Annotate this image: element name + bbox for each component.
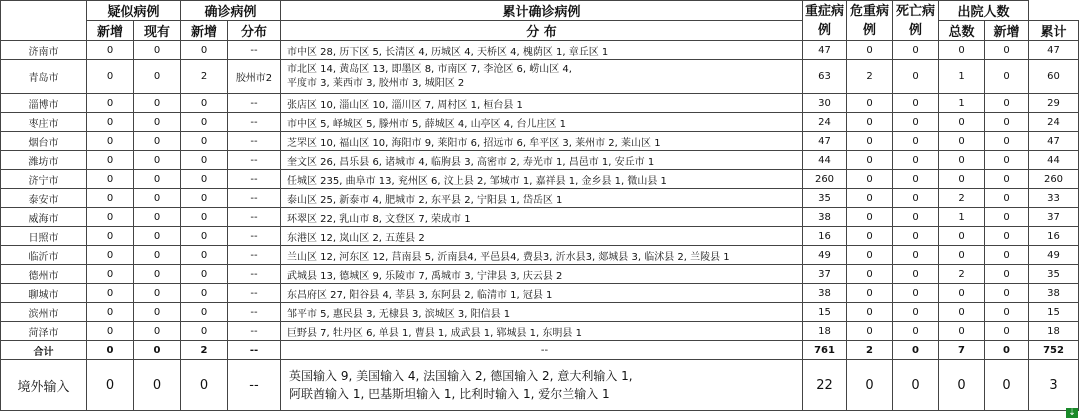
severe-cell: 0 [847,322,893,341]
header-row-1 [1,1,1079,21]
header-suspected-new: 新增 [87,21,134,41]
death-cell: 0 [939,284,985,303]
confirmed-new-cell: 2 [181,341,228,360]
critical-cell: 0 [893,284,939,303]
suspected-current-cell: 0 [134,151,181,170]
suspected-current-cell: 0 [134,113,181,132]
table-row [1,60,1079,94]
discharged-total-cell: 60 [1029,60,1079,94]
severe-cell: 0 [847,132,893,151]
discharged-new-cell: 0 [985,170,1029,189]
death-cell: 7 [939,341,985,360]
distribution-cell [281,360,803,411]
death-cell: 0 [939,41,985,60]
table-row [1,132,1079,151]
table-row [1,341,1079,360]
discharged-new-cell: 0 [985,132,1029,151]
death-cell: 0 [939,360,985,411]
header-critical: 危重病例 [847,1,893,41]
scroll-down-icon[interactable]: ⇣ [1066,408,1078,418]
city-cell: 滨州市 [1,303,87,322]
distribution-cell: 环翠区 22, 乳山市 8, 文登区 7, 荣成市 1 [281,208,803,227]
distribution-cell: 东港区 12, 岚山区 2, 五莲县 2 [281,227,803,246]
critical-cell: 0 [893,189,939,208]
suspected-current-cell: 0 [134,41,181,60]
distribution-cell: 市中区 5, 峄城区 5, 滕州市 5, 薛城区 4, 山亭区 4, 台儿庄区 1 [281,113,803,132]
confirmed-dist-cell: -- [228,189,281,208]
confirmed-new-cell: 0 [181,208,228,227]
confirmed-new-cell: 0 [181,322,228,341]
suspected-new-cell: 0 [87,60,134,94]
suspected-new-cell: 0 [87,227,134,246]
confirmed-new-cell: 0 [181,246,228,265]
confirmed-new-cell: 0 [181,284,228,303]
discharged-total-cell: 16 [1029,227,1079,246]
suspected-new-cell: 0 [87,94,134,113]
header-suspected-current: 现有 [134,21,181,41]
discharged-new-cell: 0 [985,208,1029,227]
discharged-new-cell: 0 [985,60,1029,94]
severe-cell: 0 [847,246,893,265]
critical-cell: 0 [893,94,939,113]
confirmed-new-cell: 0 [181,227,228,246]
discharged-new-cell: 0 [985,227,1029,246]
table-row [1,170,1079,189]
suspected-new-cell: 0 [87,284,134,303]
discharged-total-cell: 33 [1029,189,1079,208]
confirmed-dist-cell: -- [228,151,281,170]
discharged-new-cell: 0 [985,189,1029,208]
city-cell: 泰安市 [1,189,87,208]
severe-cell: 0 [847,303,893,322]
distribution-cell: 张店区 10, 淄山区 10, 淄川区 7, 周村区 1, 桓台县 1 [281,94,803,113]
death-cell: 0 [939,227,985,246]
suspected-new-cell: 0 [87,303,134,322]
table-row [1,360,1079,411]
discharged-new-cell: 0 [985,341,1029,360]
suspected-current-cell: 0 [134,94,181,113]
suspected-new-cell: 0 [87,41,134,60]
suspected-new-cell: 0 [87,132,134,151]
distribution-cell: 东昌府区 27, 阳谷县 4, 莘县 3, 东阿县 2, 临清市 1, 冠县 1 [281,284,803,303]
table-row [1,322,1079,341]
severe-cell: 0 [847,94,893,113]
discharged-new-cell: 0 [985,41,1029,60]
critical-cell: 0 [893,208,939,227]
table-row [1,94,1079,113]
discharged-new-cell: 0 [985,151,1029,170]
critical-cell: 0 [893,170,939,189]
critical-cell: 0 [893,246,939,265]
severe-cell: 0 [847,170,893,189]
confirmed-dist-cell: 胶州市2 [228,60,281,94]
table-row [1,151,1079,170]
total-cell: 63 [803,60,847,94]
discharged-new-cell: 0 [985,265,1029,284]
death-cell: 0 [939,132,985,151]
discharged-new-cell: 0 [985,284,1029,303]
suspected-current-cell: 0 [134,208,181,227]
suspected-current-cell: 0 [134,132,181,151]
header-confirmed-new: 新增 [181,21,228,41]
confirmed-dist-cell: -- [228,322,281,341]
city-cell: 德州市 [1,265,87,284]
critical-cell: 0 [893,41,939,60]
confirmed-new-cell: 0 [181,151,228,170]
city-cell: 境外输入 [1,360,87,411]
suspected-new-cell: 0 [87,113,134,132]
discharged-total-cell: 752 [1029,341,1079,360]
discharged-total-cell: 44 [1029,151,1079,170]
discharged-total-cell: 15 [1029,303,1079,322]
critical-cell: 0 [893,132,939,151]
confirmed-dist-cell: -- [228,132,281,151]
critical-cell: 0 [893,322,939,341]
header-death: 死亡病例 [893,1,939,41]
distribution-cell: 泰山区 25, 新泰市 4, 肥城市 2, 东平县 2, 宁阳县 1, 岱岳区 1 [281,189,803,208]
table-row [1,265,1079,284]
death-cell: 0 [939,170,985,189]
suspected-current-cell: 0 [134,60,181,94]
total-cell: 44 [803,151,847,170]
death-cell: 1 [939,94,985,113]
city-cell: 日照市 [1,227,87,246]
confirmed-new-cell: 0 [181,360,228,411]
death-cell: 2 [939,189,985,208]
discharged-total-cell: 37 [1029,208,1079,227]
header-cumulative: 累计确诊病例 [281,1,803,21]
confirmed-new-cell: 0 [181,303,228,322]
city-cell: 聊城市 [1,284,87,303]
confirmed-new-cell: 2 [181,60,228,94]
distribution-line-2: 阿联酋输入 1, 巴基斯坦输入 1, 比利时输入 1, 爱尔兰输入 1 [289,387,610,401]
discharged-total-cell: 49 [1029,246,1079,265]
severe-cell: 0 [847,41,893,60]
confirmed-dist-cell: -- [228,208,281,227]
suspected-current-cell: 0 [134,341,181,360]
city-cell: 济宁市 [1,170,87,189]
confirmed-dist-cell: -- [228,360,281,411]
total-cell: 47 [803,132,847,151]
city-cell: 潍坊市 [1,151,87,170]
confirmed-new-cell: 0 [181,132,228,151]
total-cell: 47 [803,41,847,60]
confirmed-dist-cell: -- [228,227,281,246]
total-cell: 30 [803,94,847,113]
death-cell: 0 [939,246,985,265]
death-cell: 0 [939,113,985,132]
header-confirmed: 确诊病例 [181,1,281,21]
critical-cell: 0 [893,265,939,284]
suspected-current-cell: 0 [134,265,181,284]
confirmed-new-cell: 0 [181,94,228,113]
table-row [1,41,1079,60]
distribution-line-1: 市北区 14, 黄岛区 13, 即墨区 8, 市南区 7, 李沧区 6, 崂山区 4, [287,63,572,75]
city-cell: 青岛市 [1,60,87,94]
critical-cell: 0 [893,360,939,411]
death-cell: 0 [939,151,985,170]
city-cell: 合计 [1,341,87,360]
severe-cell: 0 [847,189,893,208]
total-cell: 260 [803,170,847,189]
discharged-total-cell: 29 [1029,94,1079,113]
discharged-new-cell: 0 [985,360,1029,411]
distribution-cell: 奎文区 26, 昌乐县 6, 诸城市 4, 临朐县 3, 高密市 2, 寿光市 1, 昌邑市 1, 安丘市 1 [281,151,803,170]
discharged-new-cell: 0 [985,113,1029,132]
severe-cell: 0 [847,151,893,170]
confirmed-new-cell: 0 [181,113,228,132]
table-row [1,113,1079,132]
critical-cell: 0 [893,303,939,322]
total-cell: 35 [803,189,847,208]
distribution-line-2: 平度市 3, 莱西市 3, 胶州市 3, 城阳区 2 [287,77,465,89]
severe-cell: 2 [847,341,893,360]
severe-cell: 0 [847,113,893,132]
discharged-new-cell: 0 [985,246,1029,265]
suspected-current-cell: 0 [134,284,181,303]
confirmed-dist-cell: -- [228,94,281,113]
severe-cell: 2 [847,60,893,94]
table-row [1,246,1079,265]
table-row [1,227,1079,246]
total-cell: 22 [803,360,847,411]
total-cell: 761 [803,341,847,360]
header-suspected: 疑似病例 [87,1,181,21]
discharged-new-cell: 0 [985,303,1029,322]
confirmed-dist-cell: -- [228,341,281,360]
city-cell: 威海市 [1,208,87,227]
suspected-current-cell: 0 [134,322,181,341]
total-cell: 15 [803,303,847,322]
death-cell: 1 [939,208,985,227]
total-cell: 38 [803,208,847,227]
death-cell: 2 [939,265,985,284]
total-cell: 37 [803,265,847,284]
severe-cell: 0 [847,227,893,246]
confirmed-dist-cell: -- [228,41,281,60]
header-distribution: 分 布 [281,21,803,41]
suspected-new-cell: 0 [87,151,134,170]
discharged-total-cell: 35 [1029,265,1079,284]
city-cell: 菏泽市 [1,322,87,341]
distribution-cell: 巨野县 7, 牡丹区 6, 单县 1, 曹县 1, 成武县 1, 郓城县 1, 东明县 1 [281,322,803,341]
total-cell: 18 [803,322,847,341]
confirmed-dist-cell: -- [228,265,281,284]
table-row [1,208,1079,227]
discharged-total-cell: 3 [1029,360,1079,411]
confirmed-dist-cell: -- [228,113,281,132]
suspected-current-cell: 0 [134,170,181,189]
distribution-cell: 芝罘区 10, 福山区 10, 海阳市 9, 莱阳市 6, 招远市 6, 牟平区 3, 莱州市 2, 莱山区 1 [281,132,803,151]
header-confirmed-dist: 分布 [228,21,281,41]
confirmed-dist-cell: -- [228,284,281,303]
suspected-current-cell: 0 [134,246,181,265]
discharged-total-cell: 18 [1029,322,1079,341]
suspected-new-cell: 0 [87,341,134,360]
distribution-cell: 邹平市 5, 惠民县 3, 无棣县 3, 滨城区 3, 阳信县 1 [281,303,803,322]
distribution-cell: 兰山区 12, 河东区 12, 莒南县 5, 沂南县4, 平邑县4, 费县3, 沂水县3, 郯城县 3, 临沭县 2, 兰陵县 1 [281,246,803,265]
suspected-new-cell: 0 [87,360,134,411]
table-row [1,284,1079,303]
suspected-new-cell: 0 [87,189,134,208]
header-severe: 重症病例 [803,1,847,41]
total-cell: 38 [803,284,847,303]
confirmed-new-cell: 0 [181,170,228,189]
header-discharged-total: 累计 [1029,21,1079,41]
discharged-total-cell: 24 [1029,113,1079,132]
suspected-new-cell: 0 [87,246,134,265]
city-cell: 烟台市 [1,132,87,151]
table-body [1,41,1079,411]
confirmed-new-cell: 0 [181,265,228,284]
total-cell: 16 [803,227,847,246]
distribution-line-1: 英国输入 9, 美国输入 4, 法国输入 2, 德国输入 2, 意大利输入 1, [289,369,633,383]
critical-cell: 0 [893,151,939,170]
suspected-current-cell: 0 [134,189,181,208]
severe-cell: 0 [847,360,893,411]
city-cell: 临沂市 [1,246,87,265]
discharged-total-cell: 47 [1029,41,1079,60]
confirmed-dist-cell: -- [228,170,281,189]
critical-cell: 0 [893,227,939,246]
city-cell: 淄博市 [1,94,87,113]
distribution-cell [281,60,803,94]
death-cell: 0 [939,303,985,322]
discharged-total-cell: 38 [1029,284,1079,303]
discharged-total-cell: 47 [1029,132,1079,151]
death-cell: 0 [939,322,985,341]
suspected-new-cell: 0 [87,208,134,227]
total-cell: 49 [803,246,847,265]
severe-cell: 0 [847,265,893,284]
header-discharged: 出院人数 [939,1,1029,21]
critical-cell: 0 [893,341,939,360]
critical-cell: 0 [893,60,939,94]
death-cell: 1 [939,60,985,94]
discharged-new-cell: 0 [985,94,1029,113]
confirmed-new-cell: 0 [181,41,228,60]
table-row [1,189,1079,208]
total-cell: 24 [803,113,847,132]
suspected-current-cell: 0 [134,303,181,322]
suspected-new-cell: 0 [87,170,134,189]
city-cell: 枣庄市 [1,113,87,132]
header-total: 总数 [939,21,985,41]
city-cell: 济南市 [1,41,87,60]
discharged-new-cell: 0 [985,322,1029,341]
discharged-total-cell: 260 [1029,170,1079,189]
distribution-cell: 任城区 235, 曲阜市 13, 兖州区 6, 汶上县 2, 邹城市 1, 嘉祥县 1, 金乡县 1, 微山县 1 [281,170,803,189]
confirmed-dist-cell: -- [228,246,281,265]
distribution-cell: -- [281,341,803,360]
corner-cell [1,1,87,41]
suspected-current-cell: 0 [134,227,181,246]
suspected-new-cell: 0 [87,322,134,341]
severe-cell: 0 [847,284,893,303]
header-discharged-new: 新增 [985,21,1029,41]
distribution-cell: 市中区 28, 历下区 5, 长清区 4, 历城区 4, 天桥区 4, 槐荫区 1, 章丘区 1 [281,41,803,60]
confirmed-dist-cell: -- [228,303,281,322]
distribution-cell: 武城县 13, 德城区 9, 乐陵市 7, 禹城市 3, 宁津县 3, 庆云县 2 [281,265,803,284]
suspected-current-cell: 0 [134,360,181,411]
confirmed-new-cell: 0 [181,189,228,208]
severe-cell: 0 [847,208,893,227]
suspected-new-cell: 0 [87,265,134,284]
table-row [1,303,1079,322]
critical-cell: 0 [893,113,939,132]
